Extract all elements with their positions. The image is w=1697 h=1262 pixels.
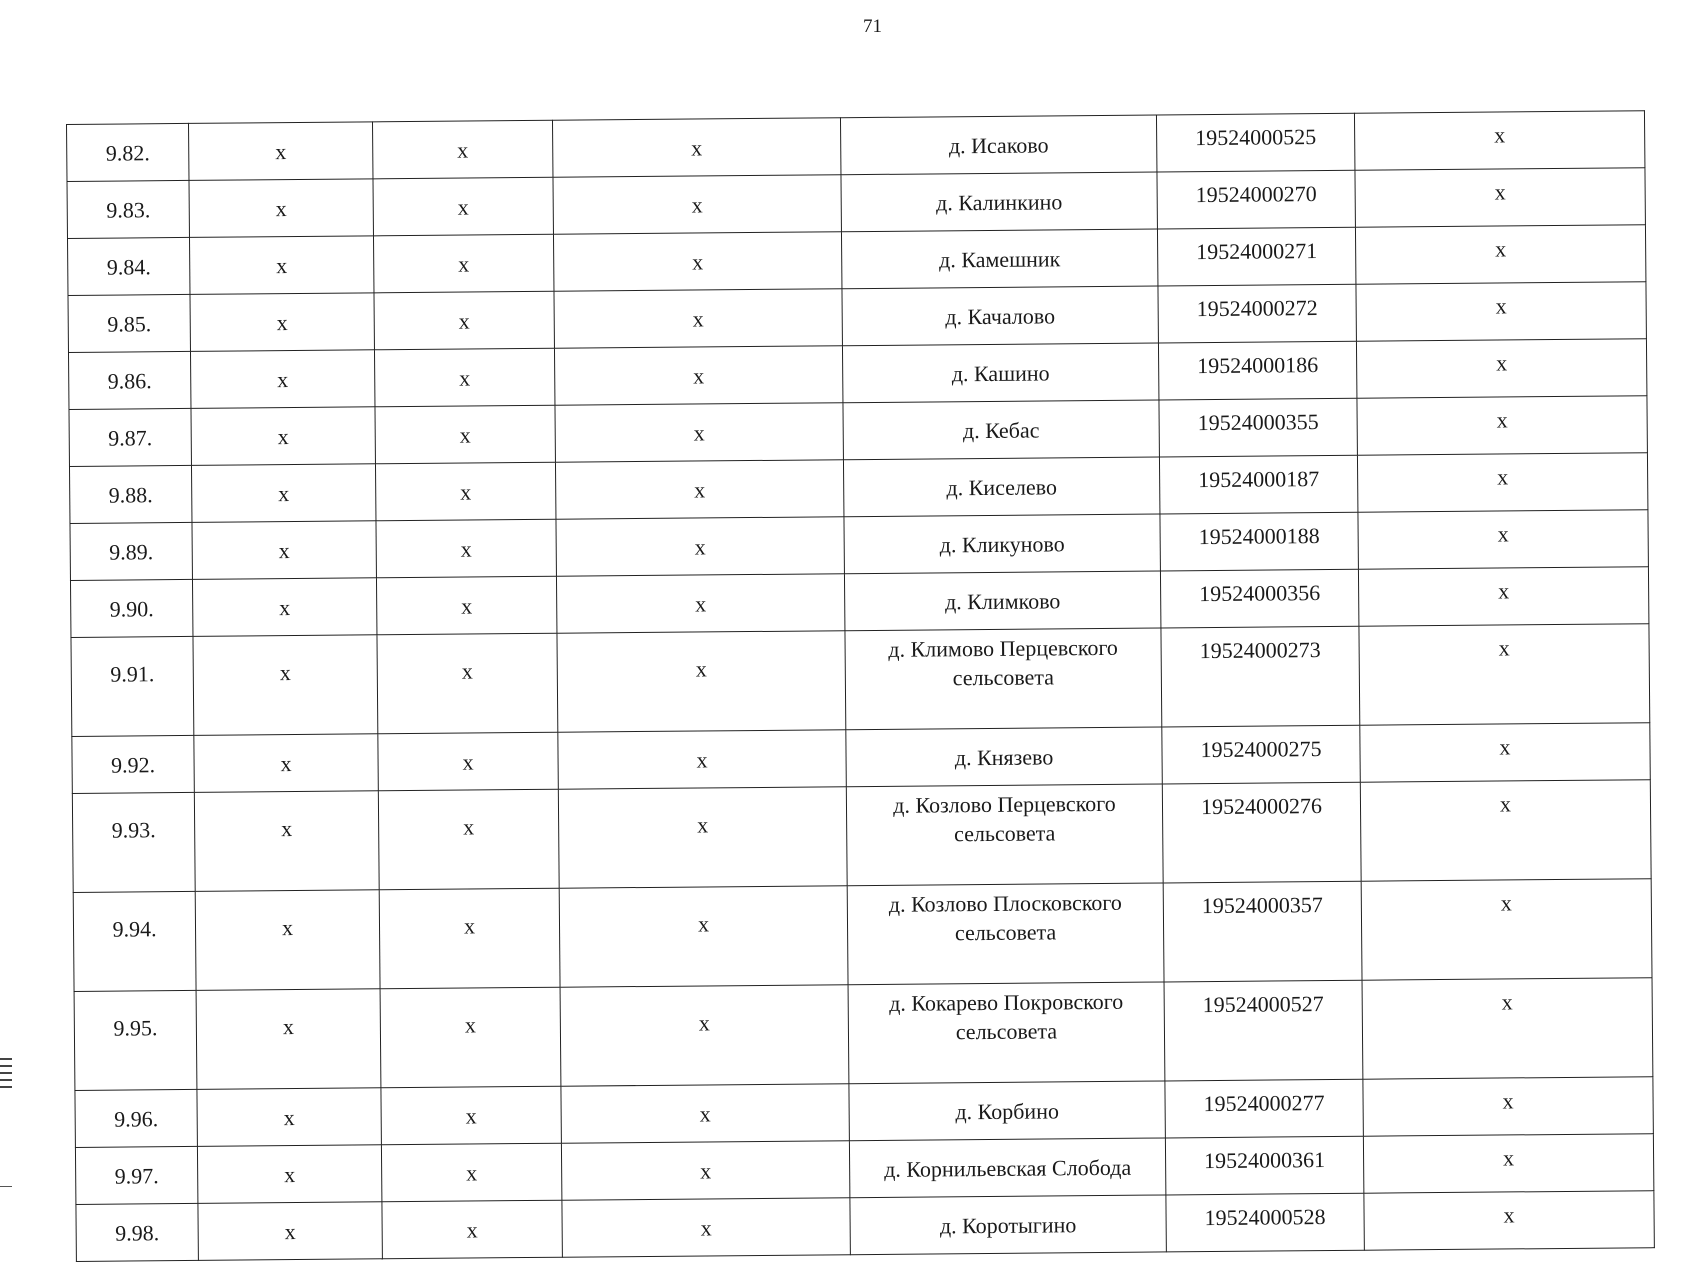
oktmo-code: 19524000528 (1166, 1193, 1364, 1252)
cell-col-4: x (562, 1198, 850, 1258)
cell-col-2: x (194, 791, 379, 892)
cell-col-4: x (561, 1141, 849, 1201)
table-row (74, 978, 1653, 1091)
cell-col-4: x (555, 403, 843, 463)
settlement-name: д. Кликуново (844, 514, 1160, 574)
cell-col-3: x (375, 405, 555, 464)
table-row (71, 624, 1650, 737)
row-number: 9.97. (75, 1146, 197, 1204)
table-row (73, 879, 1652, 992)
row-number: 9.83. (67, 180, 189, 238)
oktmo-code: 19524000271 (1157, 227, 1355, 286)
oktmo-code: 19524000188 (1160, 512, 1358, 571)
row-number: 9.90. (70, 579, 192, 637)
cell-col-4: x (555, 460, 843, 520)
cell-col-2: x (192, 521, 376, 580)
cell-col-3: x (381, 1086, 561, 1145)
settlements-table-sheet (66, 110, 1654, 1262)
cell-col-2: x (197, 1088, 381, 1147)
cell-col-3: x (379, 888, 560, 989)
cell-col-7: x (1362, 978, 1653, 1080)
cell-col-7: x (1357, 453, 1647, 513)
cell-col-7: x (1358, 510, 1648, 570)
cell-col-3: x (377, 633, 558, 734)
settlement-name: д. Коротыгино (850, 1195, 1166, 1255)
oktmo-code: 19524000527 (1164, 980, 1363, 1081)
cell-col-4: x (556, 517, 844, 577)
cell-col-7: x (1356, 339, 1646, 399)
cell-col-7: x (1363, 1077, 1653, 1137)
cell-col-7: x (1360, 723, 1650, 783)
cell-col-2: x (190, 293, 374, 352)
cell-col-2: x (194, 734, 378, 793)
table-body (67, 111, 1655, 1262)
row-number: 9.92. (72, 735, 194, 793)
row-number: 9.85. (68, 294, 190, 352)
cell-col-4: x (553, 232, 841, 292)
oktmo-code: 19524000361 (1165, 1136, 1363, 1195)
cell-col-7: x (1356, 282, 1646, 342)
row-number: 9.91. (71, 636, 194, 736)
row-number: 9.84. (67, 237, 189, 295)
cell-col-3: x (372, 120, 552, 179)
cell-col-3: x (378, 789, 559, 890)
cell-col-2: x (192, 578, 376, 637)
settlement-name: д. Кашино (842, 343, 1158, 403)
settlement-name: д. Калинкино (841, 172, 1157, 232)
cell-col-3: x (373, 177, 553, 236)
cell-col-2: x (196, 989, 381, 1090)
cell-col-4: x (558, 787, 847, 889)
oktmo-code: 19524000275 (1162, 725, 1360, 784)
cell-col-4: x (560, 985, 849, 1087)
cell-col-2: x (198, 1202, 382, 1261)
cell-col-2: x (195, 890, 380, 991)
row-number: 9.95. (74, 990, 197, 1090)
settlement-name: д. Корнильевская Слобода (849, 1138, 1165, 1198)
oktmo-code: 19524000186 (1158, 341, 1356, 400)
settlement-name: д. Камешник (841, 229, 1157, 289)
row-number: 9.96. (75, 1089, 197, 1147)
cell-col-4: x (556, 574, 844, 634)
cell-col-3: x (378, 732, 558, 791)
oktmo-code: 19524000273 (1161, 626, 1360, 727)
oktmo-code: 19524000357 (1163, 881, 1362, 982)
row-number: 9.89. (70, 522, 192, 580)
cell-col-4: x (561, 1084, 849, 1144)
row-number: 9.98. (76, 1203, 198, 1261)
cell-col-2: x (191, 407, 375, 466)
settlement-name: д. Козлово Перцевского сельсовета (846, 784, 1163, 886)
settlement-name: д. Кебас (843, 400, 1159, 460)
cell-col-4: x (553, 175, 841, 235)
settlement-name: д. Киселево (843, 457, 1159, 517)
oktmo-code: 19524000187 (1159, 455, 1357, 514)
scan-edge-marks (0, 1058, 12, 1093)
table-row (72, 780, 1651, 893)
oktmo-code: 19524000356 (1160, 569, 1358, 628)
cell-col-7: x (1355, 225, 1645, 285)
cell-col-7: x (1358, 567, 1648, 627)
settlement-name: д. Князево (846, 727, 1162, 787)
cell-col-3: x (376, 519, 556, 578)
cell-col-4: x (557, 631, 846, 733)
cell-col-2: x (188, 122, 372, 181)
settlement-name: д. Исаково (840, 115, 1156, 175)
row-number: 9.94. (73, 891, 196, 991)
cell-col-4: x (559, 886, 848, 988)
cell-col-2: x (191, 464, 375, 523)
cell-col-4: x (554, 346, 842, 406)
cell-col-3: x (382, 1200, 562, 1259)
row-number: 9.87. (69, 408, 191, 466)
oktmo-code: 19524000272 (1158, 284, 1356, 343)
row-number: 9.86. (68, 351, 190, 409)
cell-col-2: x (189, 236, 373, 295)
cell-col-7: x (1357, 396, 1647, 456)
settlement-name: д. Качалово (842, 286, 1158, 346)
settlement-name: д. Корбино (849, 1081, 1165, 1141)
settlement-name: д. Климково (844, 571, 1160, 631)
oktmo-code: 19524000525 (1156, 113, 1354, 172)
oktmo-code: 19524000355 (1159, 398, 1357, 457)
cell-col-7: x (1363, 1134, 1653, 1194)
settlement-name: д. Козлово Плосковского сельсовета (847, 883, 1164, 985)
cell-col-7: x (1355, 168, 1645, 228)
cell-col-3: x (373, 234, 553, 293)
scan-edge-line (0, 1186, 12, 1187)
cell-col-2: x (197, 1145, 381, 1204)
cell-col-3: x (374, 291, 554, 350)
cell-col-4: x (554, 289, 842, 349)
oktmo-code: 19524000270 (1157, 170, 1355, 229)
row-number: 9.88. (69, 465, 191, 523)
settlement-name: д. Климово Перцевского сельсовета (845, 628, 1162, 730)
cell-col-3: x (380, 987, 561, 1088)
cell-col-3: x (375, 462, 555, 521)
settlement-name: д. Кокарево Покровского сельсовета (848, 982, 1165, 1084)
cell-col-3: x (374, 348, 554, 407)
cell-col-4: x (552, 118, 840, 178)
oktmo-code: 19524000277 (1165, 1079, 1363, 1138)
cell-col-7: x (1364, 1191, 1654, 1251)
row-number: 9.82. (67, 123, 189, 181)
cell-col-7: x (1361, 879, 1652, 981)
cell-col-7: x (1359, 624, 1650, 726)
cell-col-4: x (558, 730, 846, 790)
page-number: 71 (863, 16, 882, 37)
cell-col-2: x (189, 179, 373, 238)
cell-col-2: x (190, 350, 374, 409)
cell-col-7: x (1360, 780, 1651, 882)
oktmo-code: 19524000276 (1162, 782, 1361, 883)
row-number: 9.93. (72, 792, 195, 892)
cell-col-2: x (193, 635, 378, 736)
cell-col-7: x (1354, 111, 1644, 171)
cell-col-3: x (381, 1143, 561, 1202)
cell-col-3: x (376, 576, 556, 635)
settlements-table (66, 110, 1655, 1262)
